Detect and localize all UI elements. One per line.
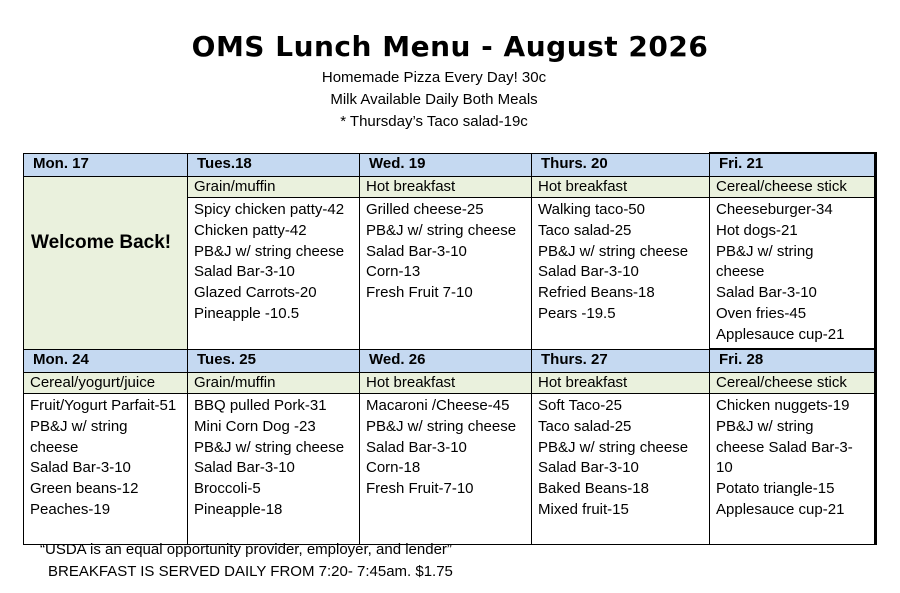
day-header: Fri. 28 bbox=[710, 349, 876, 373]
menu-item: Fresh Fruit-7-10 bbox=[366, 480, 474, 498]
breakfast-category: Hot breakfast bbox=[360, 373, 532, 394]
subtitle-milk: Milk Available Daily Both Meals bbox=[330, 91, 538, 108]
welcome-message: Welcome Back! bbox=[31, 232, 172, 253]
menu-items-cell bbox=[188, 394, 360, 545]
menu-item: Salad Bar-3-10 bbox=[194, 459, 295, 477]
menu-item: Walking taco-50 bbox=[538, 201, 645, 218]
menu-item: Glazed Carrots-20 bbox=[194, 284, 317, 302]
day-header: Fri. 21 bbox=[710, 153, 876, 177]
menu-item: Corn-18 bbox=[366, 459, 421, 477]
menu-item: Fresh Fruit 7-10 bbox=[366, 284, 473, 302]
menu-item: Potato triangle-15 bbox=[716, 480, 835, 498]
menu-item: Fruit/Yogurt Parfait-51 bbox=[30, 397, 177, 414]
menu-item: Salad Bar-3-10 bbox=[538, 459, 639, 477]
menu-item: cheese Salad Bar-3- bbox=[716, 438, 853, 456]
menu-item: Chicken patty-42 bbox=[194, 221, 307, 239]
menu-item: Hot dogs-21 bbox=[716, 221, 798, 239]
menu-item: PB&J w/ string cheese bbox=[538, 242, 689, 260]
menu-item: Applesauce cup-21 bbox=[716, 500, 845, 518]
menu-item: Green beans-12 bbox=[30, 480, 139, 498]
breakfast-category-row bbox=[24, 177, 876, 198]
breakfast-category: Hot breakfast bbox=[532, 177, 710, 198]
menu-item: Soft Taco-25 bbox=[538, 397, 622, 414]
menu-item: Broccoli-5 bbox=[194, 480, 261, 498]
menu-item: Pineapple -10.5 bbox=[194, 304, 300, 322]
menu-item: PB&J w/ string cheese bbox=[194, 438, 345, 456]
breakfast-category: Cereal/cheese stick bbox=[710, 177, 876, 198]
menu-items-cell bbox=[710, 198, 876, 350]
day-header-row bbox=[24, 349, 876, 373]
menu-item: 10 bbox=[716, 459, 733, 477]
menu-item: Oven fries-45 bbox=[716, 304, 807, 322]
menu-item: Salad Bar-3-10 bbox=[538, 263, 639, 281]
day-header: Thurs. 20 bbox=[532, 153, 710, 177]
menu-item: BBQ pulled Pork-31 bbox=[194, 397, 327, 414]
page-title: OMS Lunch Menu - August 2026 bbox=[191, 30, 709, 63]
menu-item: cheese bbox=[30, 438, 79, 456]
day-header: Mon. 24 bbox=[24, 349, 188, 373]
menu-items-cell bbox=[532, 198, 710, 350]
day-header: Wed. 19 bbox=[360, 153, 532, 177]
menu-item: Mini Corn Dog -23 bbox=[194, 417, 316, 435]
menu-item: Taco salad-25 bbox=[538, 221, 632, 239]
day-header: Tues. 25 bbox=[188, 349, 360, 373]
menu-item: Baked Beans-18 bbox=[538, 480, 649, 498]
menu-item: PB&J w/ string bbox=[30, 417, 128, 435]
subtitle-pizza: Homemade Pizza Every Day! 30c bbox=[321, 69, 547, 86]
day-header: Thurs. 27 bbox=[532, 349, 710, 373]
menu-item: Pears -19.5 bbox=[538, 304, 616, 322]
menu-item: Cheeseburger-34 bbox=[716, 201, 833, 218]
day-header: Tues.18 bbox=[188, 153, 360, 177]
menu-item: Refried Beans-18 bbox=[538, 284, 655, 302]
menu-item: Corn-13 bbox=[366, 263, 421, 281]
menu-table bbox=[23, 152, 877, 545]
menu-item: Pineapple-18 bbox=[194, 500, 283, 518]
breakfast-category: Hot breakfast bbox=[532, 373, 710, 394]
menu-item: Applesauce cup-21 bbox=[716, 325, 845, 343]
menu-item: Salad Bar-3-10 bbox=[30, 459, 131, 477]
menu-item: Taco salad-25 bbox=[538, 417, 632, 435]
breakfast-category: Grain/muffin bbox=[188, 177, 360, 198]
subtitle-taco-salad: * Thursday’s Taco salad-19c bbox=[340, 113, 528, 130]
menu-item: Mixed fruit-15 bbox=[538, 500, 629, 518]
menu-items-cell bbox=[360, 198, 532, 350]
menu-item: PB&J w/ string cheese bbox=[538, 438, 689, 456]
day-header: Mon. 17 bbox=[24, 153, 188, 177]
day-header-row bbox=[24, 153, 876, 177]
menu-item: PB&J w/ string bbox=[716, 417, 814, 435]
menu-item: Chicken nuggets-19 bbox=[716, 397, 850, 414]
menu-item: PB&J w/ string cheese bbox=[194, 242, 345, 260]
menu-items-cell bbox=[188, 198, 360, 350]
menu-item: Macaroni /Cheese-45 bbox=[366, 397, 510, 414]
menu-item: PB&J w/ string cheese bbox=[366, 221, 517, 239]
day-header: Wed. 26 bbox=[360, 349, 532, 373]
menu-items-cell bbox=[360, 394, 532, 545]
menu-item: Salad Bar-3-10 bbox=[366, 438, 467, 456]
menu-item: PB&J w/ string cheese bbox=[366, 417, 517, 435]
menu-item: Salad Bar-3-10 bbox=[194, 263, 295, 281]
breakfast-category: Grain/muffin bbox=[188, 373, 360, 394]
menu-items-cell bbox=[24, 394, 188, 545]
breakfast-category-row bbox=[24, 373, 876, 394]
menu-item: Salad Bar-3-10 bbox=[716, 284, 817, 302]
breakfast-hours: BREAKFAST IS SERVED DAILY FROM 7:20- 7:45am. $1.75 bbox=[48, 563, 453, 580]
menu-item: Peaches-19 bbox=[30, 500, 111, 518]
usda-statement: “USDA is an equal opportunity provider, employer, and lender” bbox=[40, 541, 452, 558]
menu-item: Spicy chicken patty-42 bbox=[194, 201, 345, 218]
welcome-cell bbox=[24, 177, 188, 350]
menu-item: cheese bbox=[716, 263, 765, 281]
menu-items-cell bbox=[532, 394, 710, 545]
menu-item: Grilled cheese-25 bbox=[366, 201, 484, 218]
lunch-items-row bbox=[24, 394, 876, 545]
menu-item: Salad Bar-3-10 bbox=[366, 242, 467, 260]
menu-items-cell bbox=[710, 394, 876, 545]
menu-item: PB&J w/ string bbox=[716, 242, 814, 260]
breakfast-category: Hot breakfast bbox=[360, 177, 532, 198]
breakfast-category: Cereal/yogurt/juice bbox=[24, 373, 188, 394]
breakfast-category: Cereal/cheese stick bbox=[710, 373, 876, 394]
